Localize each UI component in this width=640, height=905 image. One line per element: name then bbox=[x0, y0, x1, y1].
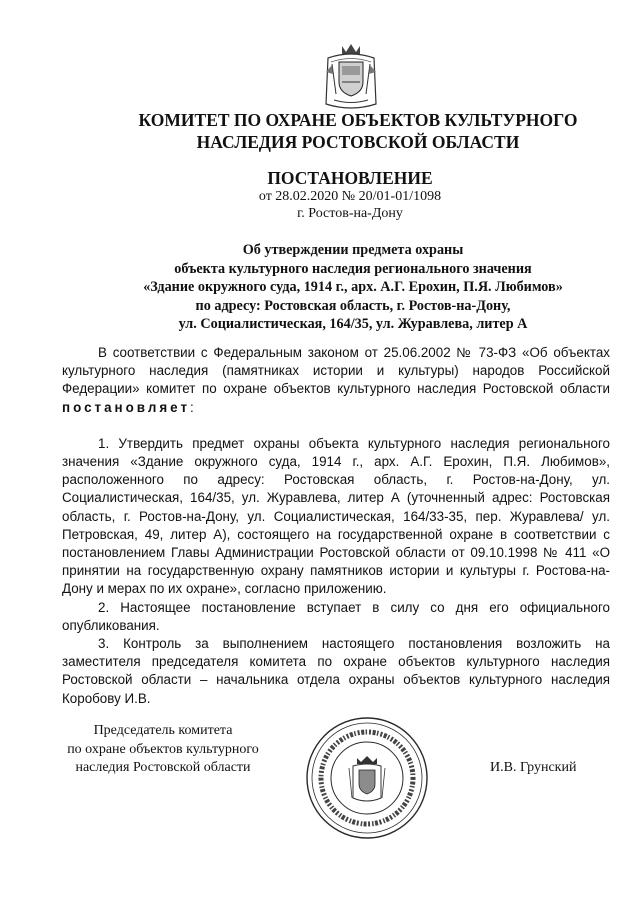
official-seal bbox=[305, 716, 429, 840]
organization-name-line-1: КОМИТЕТ ПО ОХРАНЕ ОБЪЕКТОВ КУЛЬТУРНОГО bbox=[138, 110, 578, 130]
organization-name-line-2: НАСЛЕДИЯ РОСТОВСКОЙ ОБЛАСТИ bbox=[196, 132, 520, 152]
document-body bbox=[62, 344, 610, 708]
subject-line: по адресу: Ростовская область, г. Ростов-на-Дону, bbox=[195, 297, 511, 314]
document-city: г. Ростов-на-Дону bbox=[297, 206, 403, 221]
point-2: 2. Настоящее постановление вступает в силу со дня его официального опубликования. bbox=[62, 599, 610, 633]
decision-word: постановляет bbox=[62, 399, 191, 415]
document-subject bbox=[100, 241, 606, 334]
subject-line: ул. Социалистическая, 164/35, ул. Журавлева, литер А bbox=[178, 316, 528, 332]
organization-name bbox=[130, 109, 586, 153]
preamble-paragraph bbox=[62, 344, 610, 417]
signatory-title-line-1: Председатель комитета bbox=[93, 723, 233, 738]
signatory-name: И.В. Грунский bbox=[490, 760, 577, 775]
point-3: 3. Контроль за выполнением настоящего постановления возложить на заместителя председателя комитета по охране объектов культурного наследия Ростовской области – начальника отдела охраны объектов культурного наследия Коробову И.В. bbox=[62, 636, 610, 706]
coat-of-arms-emblem bbox=[322, 42, 380, 110]
point-1: 1. Утвердить предмет охраны объекта культурного наследия регионального значения «Здание окружного суда, 1914 г., арх. А.Г. Ерохин, П.Я. Любимов», расположенного по адресу: Ростовская область, г. Ростов-на-Дону, ул. Социалистическая, 164/35, ул. Журавлева, литер А (уточненный адрес: Ростовская область, г. Ростов-на-Дону, ул. Социалистическая, 164/33-35, пер. Журавлева/ ул. Петровская, 49, литер А), состоящего на государственной охране в соответствии с постановлением Главы Администрации Ростовской области от 09.10.1998 № 411 «О принятии на государственную охрану памятников истории и культуры г. Ростова-на-Дону и мерах по их охране», согласно приложению. bbox=[62, 435, 610, 597]
subject-line: Об утверждении предмета охраны bbox=[242, 242, 464, 258]
subject-line: объекта культурного наследия регионального значения bbox=[174, 260, 532, 277]
signatory-title-line-2: по охране объектов культурного bbox=[67, 741, 259, 757]
subject-line: «Здание окружного суда, 1914 г., арх. А.Г. Ерохин, П.Я. Любимов» bbox=[143, 279, 563, 295]
decision-suffix: : bbox=[190, 399, 194, 415]
document-date-number: от 28.02.2020 № 20/01-01/1098 bbox=[258, 189, 442, 204]
signatory-title-line-3: наследия Ростовской области bbox=[75, 760, 251, 775]
signatory-title bbox=[52, 722, 274, 778]
document-type: ПОСТАНОВЛЕНИЕ bbox=[267, 168, 433, 188]
preamble-text: В соответствии с Федеральным законом от 25.06.2002 № 73-ФЗ «Об объектах культурного наследия (памятниках истории и культуры) народов Российской Федерации» комитет по охране объектов культурного наследия Ростовской области bbox=[62, 345, 610, 397]
